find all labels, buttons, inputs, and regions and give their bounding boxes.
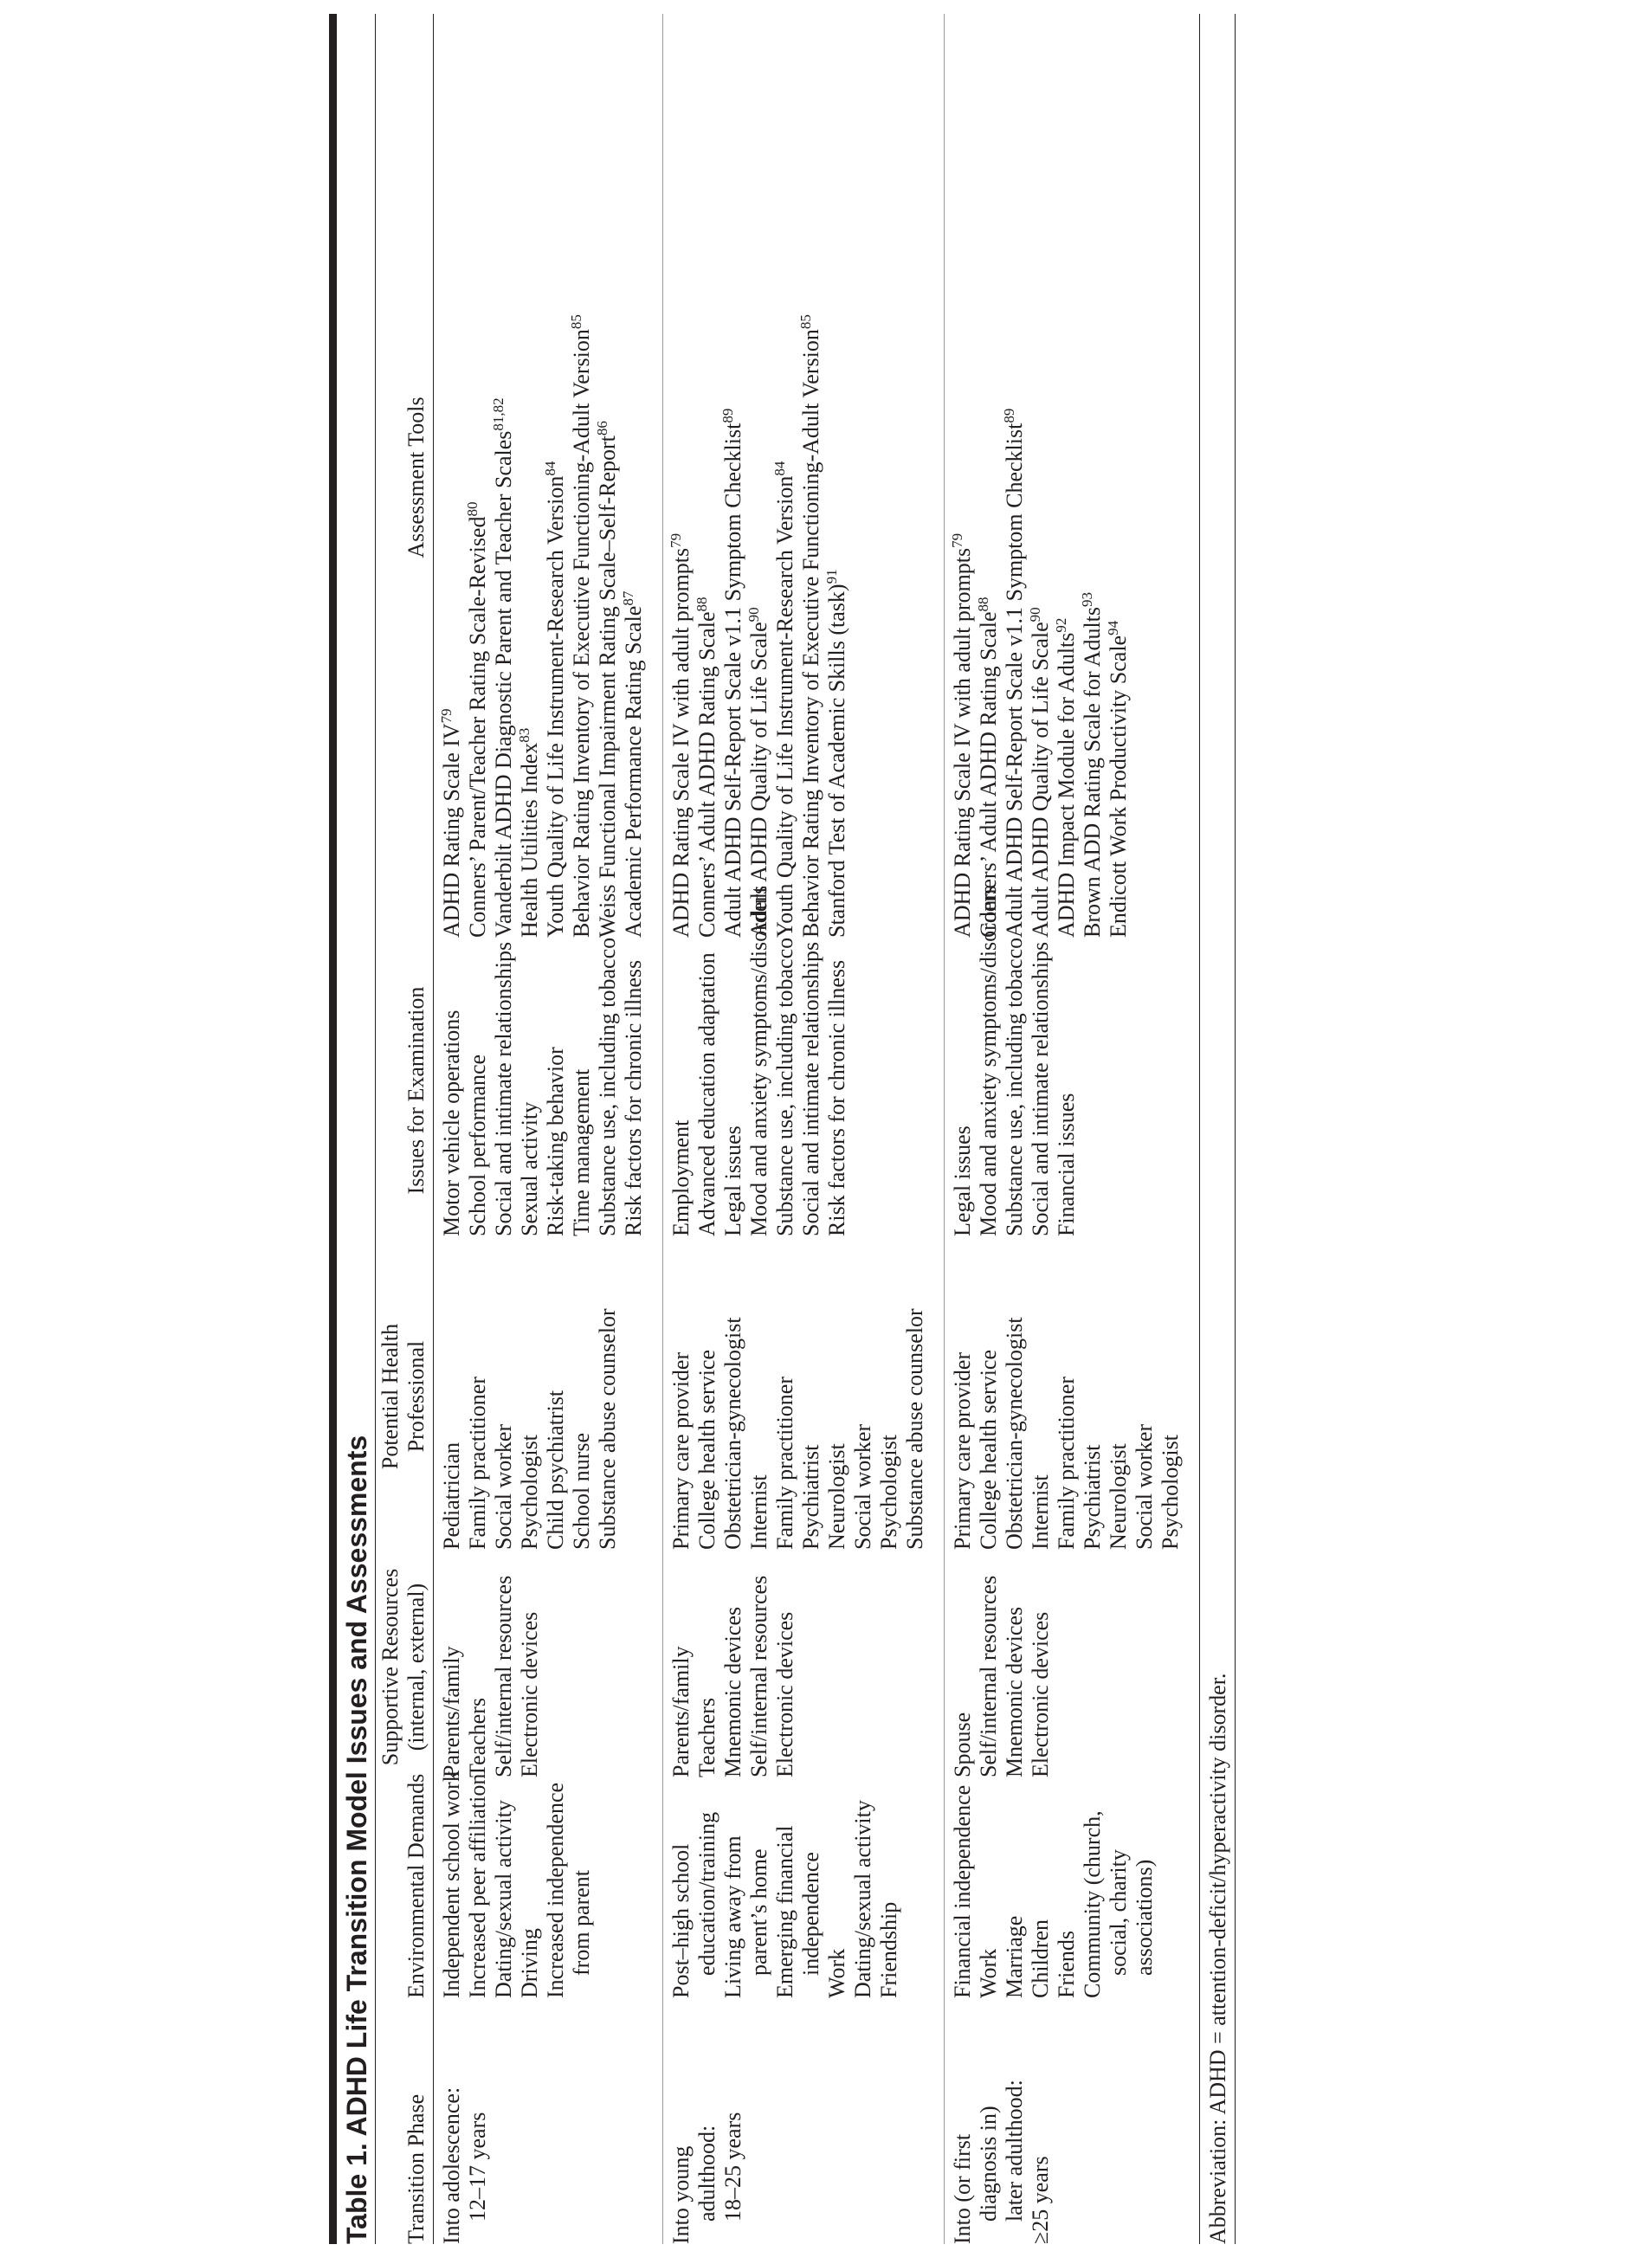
column-header-potential-health-professional [376, 1240, 434, 1553]
reference-number: 80 [464, 501, 481, 517]
cell-line: from parent [569, 1869, 594, 1976]
cell-line: Pediatrician [439, 1442, 464, 1550]
cell-line: Into (or first [950, 2133, 975, 2244]
cell-phase [663, 2002, 945, 2244]
assessment-tool [439, 17, 465, 938]
cell-line: independence [798, 1852, 823, 1976]
cell-line: Child psychiatrist [543, 1390, 568, 1550]
assessment-tool [668, 17, 694, 938]
tool-name: Brown ADD Rating Scale for Adults [1080, 606, 1105, 938]
reference-number: 83 [516, 727, 532, 743]
header-line: Supportive Resources [378, 1568, 403, 1766]
cell-line: parent’s home [746, 1848, 771, 1976]
tool-name: Youth Quality of Life Instrument-Research Version [772, 475, 797, 938]
cell-line: Increased independence [543, 1782, 568, 1998]
cell-line: Work [976, 1948, 1001, 1998]
cell-demands [945, 1781, 1200, 2002]
cell-line: Into adolescence: [439, 2087, 464, 2244]
cell-line: Dating/sexual activity [491, 1800, 516, 1998]
tool-name: ADHD Rating Scale IV with adult prompts [668, 547, 694, 938]
cell-line: Legal issues [950, 1126, 975, 1236]
cell-line: Parents/family [439, 1646, 464, 1777]
cell-line: Mnemonic devices [1002, 1606, 1027, 1777]
assessment-tool [1106, 17, 1132, 938]
cell-line: Mnemonic devices [720, 1606, 745, 1777]
cell-line: Mood and anxiety symptoms/disorders [746, 885, 771, 1236]
cell-line: Time management [569, 1068, 594, 1236]
cell-line: Social worker [850, 1423, 875, 1550]
cell-line: Substance use, including tobacco [1002, 937, 1027, 1236]
reference-number: 81,82 [490, 397, 507, 431]
cell-line: Substance abuse counselor [902, 1308, 927, 1550]
assessment-tool [621, 17, 647, 938]
cell-line: Living away from [720, 1835, 745, 1998]
cell-professionals [945, 1240, 1200, 1553]
tool-name: Vanderbilt ADHD Diagnostic Parent and Teacher Scales [491, 430, 516, 938]
cell-demands [434, 1770, 663, 2002]
reference-number: 86 [594, 421, 610, 436]
cell-line: education/training [694, 1811, 720, 1976]
assessment-tool [517, 17, 543, 938]
column-header-transition-phase [376, 2002, 434, 2244]
tool-name: Conners’ Parent/Teacher Rating Scale-Revised [465, 516, 490, 938]
cell-line: Neurologist [824, 1443, 849, 1550]
cell-line: College health service [694, 1349, 720, 1550]
reference-number: 85 [797, 314, 814, 330]
tool-name: Conners’ Adult ADHD Rating Scale [694, 611, 720, 938]
cell-professionals [434, 1240, 663, 1553]
assessment-tool [950, 17, 976, 938]
reference-number: 89 [720, 408, 736, 423]
cell-line: Financial independence [950, 1784, 975, 1998]
header-row [376, 14, 434, 2244]
cell-line: Social and intimate relationships [491, 941, 516, 1236]
assessment-tool [543, 17, 569, 938]
reference-number: 84 [542, 461, 558, 476]
cell-line: Driving [517, 1928, 542, 1998]
cell-line: Substance use, including tobacco [595, 937, 620, 1236]
tool-name: ADHD Impact Module for Adults [1054, 632, 1079, 938]
cell-line: Self/internal resources [746, 1575, 771, 1777]
cell-line: Spouse [950, 1712, 975, 1777]
cell-line: Community (church, [1080, 1810, 1105, 1998]
cell-line: associations) [1132, 1859, 1157, 1976]
column-header-supportive-resources [376, 1553, 434, 1781]
tool-name: Endicott Work Productivity Scale [1106, 635, 1131, 938]
cell-line: Neurologist [1106, 1443, 1131, 1550]
tool-name: Youth Quality of Life Instrument-Research Version [543, 475, 568, 938]
cell-line: Family practitioner [772, 1376, 797, 1550]
cell-line: Substance use, including tobacco [772, 937, 797, 1236]
cell-line: Substance abuse counselor [595, 1308, 620, 1550]
cell-line: Risk-taking behavior [543, 1047, 568, 1236]
cell-line: Mood and anxiety symptoms/disorders [976, 885, 1001, 1236]
header-line: (internal, external) [403, 1583, 429, 1751]
cell-line: School nurse [569, 1432, 594, 1550]
assessment-tool [976, 17, 1002, 938]
cell-line: later adulthood: [1002, 2080, 1027, 2222]
table-container [329, 14, 1236, 2244]
cell-line: Into young [668, 2145, 694, 2244]
column-header-assessment-tools [376, 14, 434, 941]
cell-line: Friendship [876, 1901, 901, 1998]
cell-line: Friends [1054, 1931, 1079, 1998]
cell-line: Social worker [491, 1423, 516, 1550]
cell-demands [663, 1781, 945, 2002]
assessment-tool [1054, 17, 1080, 938]
table-title: Table 1. ADHD Life Transition Model Issues and Assessments [329, 14, 375, 2244]
assessment-tool [465, 17, 491, 938]
cell-professionals [663, 1240, 945, 1553]
assessment-tool [772, 17, 798, 938]
assessment-tool [824, 17, 850, 938]
cell-line: Social worker [1132, 1423, 1157, 1550]
table-row [945, 14, 1200, 2244]
assessment-tool [720, 17, 746, 938]
reference-number: 89 [1001, 408, 1017, 423]
table-row [434, 14, 663, 2244]
reference-number: 87 [620, 590, 636, 606]
assessment-tool [1002, 17, 1028, 938]
cell-line: Increased peer affiliation [465, 1773, 490, 1998]
header-line: Assessment Tools [403, 397, 429, 558]
cell-line: Self/internal resources [491, 1575, 516, 1777]
reference-number: 94 [1105, 620, 1121, 635]
cell-tools [663, 14, 945, 941]
cell-line: Electronic devices [772, 1611, 797, 1777]
reference-number: 88 [975, 597, 991, 612]
reference-number: 84 [771, 461, 788, 476]
assessment-tool [595, 17, 621, 938]
reference-number: 85 [568, 314, 584, 330]
cell-issues [663, 885, 945, 1240]
cell-line: Work [824, 1948, 849, 1998]
assessment-tool [491, 17, 517, 938]
cell-line: Electronic devices [1028, 1611, 1053, 1777]
cell-line: Parents/family [668, 1646, 694, 1777]
header-line: Potential Health [378, 1323, 403, 1470]
cell-line: Primary care provider [950, 1351, 975, 1550]
tool-name: Adult ADHD Self-Report Scale v1.1 Symptom Checklist [1002, 422, 1027, 938]
cell-line: Post–high school [668, 1843, 694, 1998]
reference-number: 92 [1053, 617, 1069, 633]
assessment-tool [798, 17, 824, 938]
reference-number: 90 [745, 607, 762, 622]
reference-number: 90 [1027, 607, 1043, 622]
reference-number: 79 [949, 532, 965, 548]
cell-line: Risk factors for chronic illness [621, 959, 646, 1236]
cell-line: adulthood: [694, 2125, 720, 2222]
cell-resources [434, 1553, 663, 1781]
cell-line: Marriage [1002, 1915, 1027, 1998]
cell-line: Internist [1028, 1474, 1053, 1550]
cell-line: Social and intimate relationships [798, 941, 823, 1236]
assessment-tool [569, 17, 595, 938]
cell-line: Family practitioner [465, 1376, 490, 1550]
assessment-tool [746, 17, 772, 938]
cell-tools [434, 14, 663, 941]
cell-line: Psychologist [1158, 1435, 1183, 1550]
cell-line: 12–17 years [465, 2112, 490, 2222]
tool-name: Adult ADHD Quality of Life Scale [746, 622, 771, 938]
column-header-issues-for-examination [376, 941, 434, 1240]
cell-line: Financial issues [1054, 1093, 1079, 1236]
cell-line: Independent school work [439, 1770, 464, 1998]
table-row [663, 14, 945, 2244]
cell-phase [434, 2002, 663, 2244]
tool-name: ADHD Rating Scale IV with adult prompts [950, 547, 975, 938]
cell-line: Employment [668, 1119, 694, 1236]
cell-line: Psychologist [876, 1435, 901, 1550]
tool-name: Stanford Test of Academic Skills (task) [824, 584, 849, 938]
tool-name: Adult ADHD Quality of Life Scale [1028, 622, 1053, 938]
cell-issues [945, 885, 1200, 1240]
cell-line: Teachers [694, 1697, 720, 1777]
tool-name: Weiss Functional Impairment Rating Scale–Self-Report [595, 435, 620, 938]
tool-name: Conners’ Adult ADHD Rating Scale [976, 611, 1001, 938]
cell-line: ≥25 years [1028, 2156, 1053, 2244]
column-header-environmental-demands [376, 1773, 434, 2002]
cell-issues [434, 937, 663, 1240]
cell-line: 18–25 years [720, 2112, 745, 2222]
reference-number: 91 [823, 569, 840, 584]
tool-name: ADHD Rating Scale IV [439, 723, 464, 938]
assessment-tool [694, 17, 720, 938]
cell-line: Electronic devices [517, 1611, 542, 1777]
cell-resources [663, 1553, 945, 1781]
reference-number: 79 [438, 708, 455, 724]
cell-line: Teachers [465, 1697, 490, 1777]
cell-line: Psychiatrist [798, 1444, 823, 1550]
transition-table [375, 14, 1200, 2244]
tool-name: Academic Performance Rating Scale [621, 605, 646, 938]
header-line: Environmental Demands [403, 1773, 429, 1998]
cell-line: Sexual activity [517, 1101, 542, 1236]
cell-line: social, charity [1106, 1849, 1131, 1976]
header-line: Transition Phase [403, 2093, 429, 2244]
cell-resources [945, 1553, 1200, 1781]
header-line: Issues for Examination [403, 986, 429, 1195]
cell-line: College health service [976, 1349, 1001, 1550]
footnote: Abbreviation: ADHD = attention-deficit/hyperactivity disorder. [1200, 14, 1236, 2244]
cell-line: Risk factors for chronic illness [824, 959, 849, 1236]
header-line: Professional [403, 1340, 429, 1453]
cell-line: Emerging financial [772, 1825, 797, 1998]
cell-phase [945, 2002, 1200, 2244]
cell-tools [945, 14, 1200, 941]
cell-line: Primary care provider [668, 1351, 694, 1550]
cell-line: diagnosis in) [976, 2106, 1001, 2222]
cell-line: Psychologist [517, 1435, 542, 1550]
cell-line: Dating/sexual activity [850, 1800, 875, 1998]
cell-line: Children [1028, 1919, 1053, 1998]
cell-line: School performance [465, 1054, 490, 1236]
tool-name: Health Utilities Index [517, 742, 542, 938]
cell-line: Social and intimate relationships [1028, 941, 1053, 1236]
reference-number: 79 [668, 532, 684, 548]
cell-line: Legal issues [720, 1126, 745, 1236]
cell-line: Self/internal resources [976, 1575, 1001, 1777]
cell-line: Psychiatrist [1080, 1444, 1105, 1550]
assessment-tool [1080, 17, 1106, 938]
tool-name: Behavior Rating Inventory of Executive Functioning-Adult Version [569, 329, 594, 938]
cell-line: Internist [746, 1474, 771, 1550]
cell-line: Obstetrician-gynecologist [720, 1317, 745, 1550]
cell-line: Motor vehicle operations [439, 1009, 464, 1236]
tool-name: Behavior Rating Inventory of Executive Functioning-Adult Version [798, 329, 823, 938]
cell-line: Obstetrician-gynecologist [1002, 1317, 1027, 1550]
assessment-tool [1028, 17, 1054, 938]
reference-number: 88 [694, 597, 710, 612]
cell-line: Family practitioner [1054, 1376, 1079, 1550]
reference-number: 93 [1079, 591, 1095, 607]
tool-name: Adult ADHD Self-Report Scale v1.1 Symptom Checklist [720, 422, 745, 938]
cell-line: Advanced education adaptation [694, 952, 720, 1236]
